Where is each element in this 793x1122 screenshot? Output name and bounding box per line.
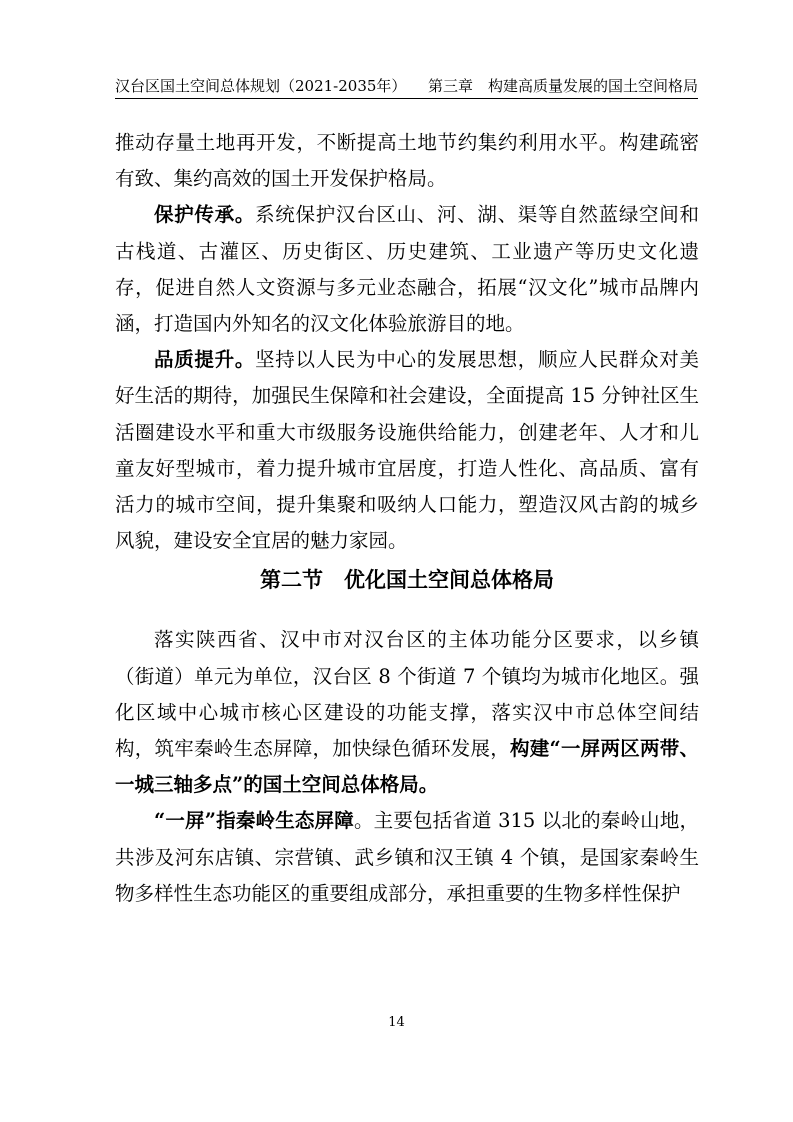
paragraph-one-screen-lead: “一屏”指秦岭生态屏障 <box>154 809 354 833</box>
paragraph-pattern-bold: 构建“一屏两区两带、一城三轴多点”的国土空间总体格局。 <box>115 737 699 797</box>
page-number: 14 <box>388 1015 405 1030</box>
paragraph-pattern <box>115 622 699 803</box>
paragraph-protection-text: 系统保护汉台区山、河、湖、渠等自然蓝绿空间和古栈道、古灌区、历史街区、历史建筑、工业遗产等历史文化遗存，促进自然人文资源与多元业态融合，拓展“汉文化”城市品牌内涵，打造国内外知名的汉文化体验旅游目的地。 <box>115 203 699 336</box>
paragraph-quality-text: 坚持以人民为中心的发展思想，顺应人民群众对美好生活的期待，加强民生保障和社会建设，全面提高 15 分钟社区生活圈建设水平和重大市级服务设施供给能力，创建老年、人才和儿童友好型城市，着力提升城市宜居度，打造人性化、高品质、富有活力的城市空间，提升集聚和吸纳人口能力，塑造汉风古韵的城乡风貌，建设安全宜居的魅力家园。 <box>115 348 699 553</box>
page-header <box>115 74 698 99</box>
section-title: 第二节 优化国土空间总体格局 <box>260 567 554 593</box>
paragraph-one-screen <box>115 803 699 912</box>
paragraph-quality <box>115 342 699 559</box>
body-text <box>115 125 699 912</box>
header-chapter-title: 第三章 构建高质量发展的国土空间格局 <box>427 77 698 95</box>
paragraph-quality-lead: 品质提升。 <box>154 348 256 372</box>
paragraph-protection <box>115 197 699 342</box>
header-document-title: 汉台区国土空间总体规划（2021-2035年） <box>115 77 407 95</box>
paragraph-protection-lead: 保护传承。 <box>154 203 256 227</box>
paragraph-pattern-text: 落实陕西省、汉中市对汉台区的主体功能分区要求，以乡镇（街道）单元为单位，汉台区 8 个街道 7 个镇均为城市化地区。强化区域中心城市核心区建设的功能支撑，落实汉中市总体空间结构，筑牢秦岭生态屏障，加快绿色循环发展， <box>115 628 699 761</box>
paragraph-one-screen-text: 。主要包括省道 315 以北的秦岭山地，共涉及河东店镇、宗营镇、武乡镇和汉王镇 4 个镇，是国家秦岭生物多样性生态功能区的重要组成部分，承担重要的生物多样性保护 <box>115 809 699 905</box>
paragraph-1: 推动存量土地再开发，不断提高土地节约集约利用水平。构建疏密有致、集约高效的国土开发保护格局。 <box>115 131 699 191</box>
